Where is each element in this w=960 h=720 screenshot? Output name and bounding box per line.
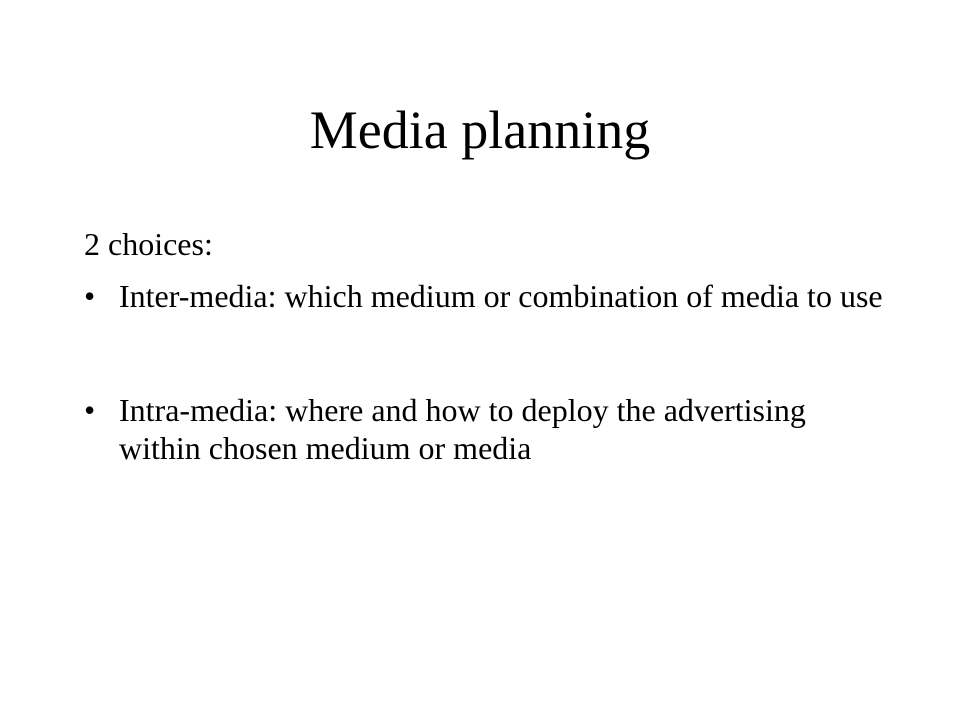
intro-text: 2 choices:: [84, 226, 213, 262]
slide-body: [84, 225, 884, 467]
bullet-icon: •: [84, 392, 96, 428]
bullet-icon: •: [84, 278, 96, 314]
bullet-item-intra-media: [84, 391, 884, 467]
bullet-text: Intra-media: where and how to deploy the advertising within chosen medium or media: [119, 392, 806, 466]
bullet-list: [84, 277, 884, 467]
bullet-item-inter-media: [84, 277, 884, 315]
slide-title: Media planning: [309, 100, 651, 160]
bullet-text: Inter-media: which medium or combination of media to use: [119, 278, 883, 314]
